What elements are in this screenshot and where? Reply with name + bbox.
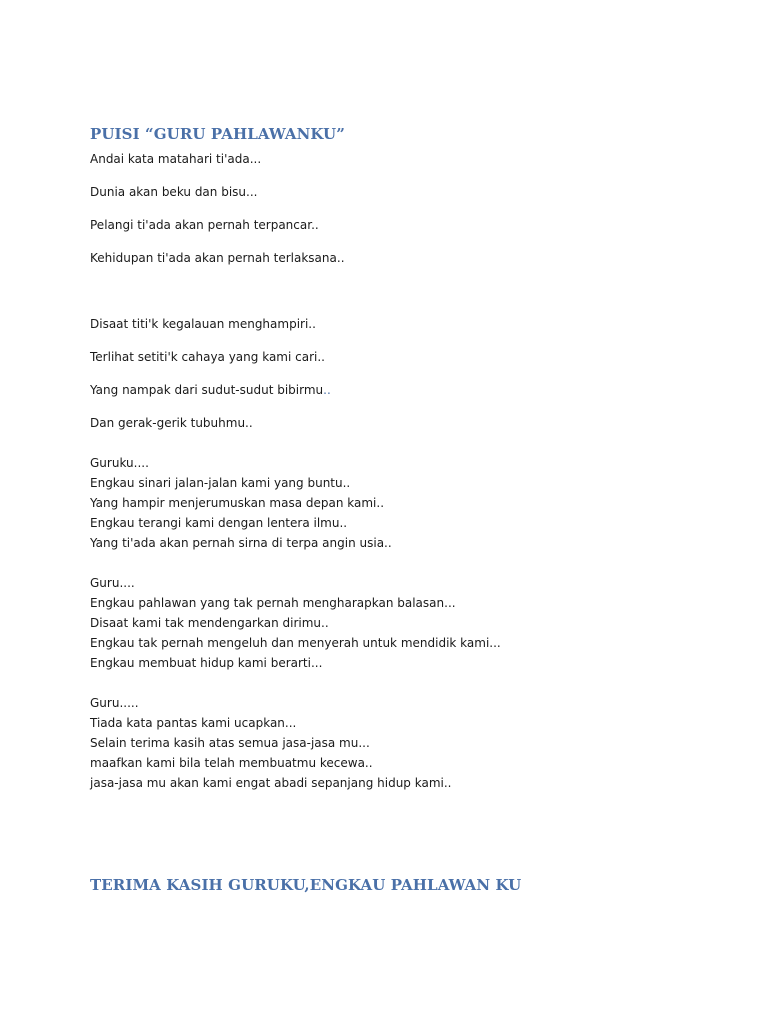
poem-title: PUISI “GURU PAHLAWANKU”: [90, 125, 345, 143]
poem-line: Disaat kami tak mendengarkan dirimu..: [90, 616, 329, 630]
poem-line: Guru....: [90, 576, 135, 590]
poem-line: Disaat titi'k kegalauan menghampiri..: [90, 317, 316, 331]
poem-line: Engkau tak pernah mengeluh dan menyerah untuk mendidik kami...: [90, 636, 501, 650]
poem-line: Yang ti'ada akan pernah sirna di terpa angin usia..: [90, 536, 392, 550]
poem-line: Dunia akan beku dan bisu...: [90, 185, 258, 199]
poem-line-text: Yang nampak dari sudut-sudut bibirmu: [90, 383, 324, 397]
poem-line: Terlihat setiti'k cahaya yang kami cari..: [90, 350, 325, 364]
poem-line: Engkau sinari jalan-jalan kami yang buntu..: [90, 476, 351, 490]
poem-line: Kehidupan ti'ada akan pernah terlaksana..: [90, 251, 345, 265]
poem-line: Guruku....: [90, 456, 149, 470]
poem-line: Dan gerak-gerik tubuhmu..: [90, 416, 253, 430]
poem-line: [90, 382, 331, 398]
poem-line: maafkan kami bila telah membuatmu kecewa..: [90, 756, 373, 770]
closing-heading: TERIMA KASIH GURUKU,ENGKAU PAHLAWAN KU: [90, 876, 522, 894]
poem-line: Pelangi ti'ada akan pernah terpancar..: [90, 218, 319, 232]
poem-line: Engkau membuat hidup kami berarti...: [90, 656, 323, 670]
poem-line: Yang hampir menjerumuskan masa depan kami..: [90, 496, 385, 510]
poem-line: Engkau terangi kami dengan lentera ilmu..: [90, 516, 348, 530]
poem-line: jasa-jasa mu akan kami engat abadi sepanjang hidup kami..: [90, 776, 452, 790]
poem-line: Tiada kata pantas kami ucapkan...: [90, 716, 297, 730]
poem-line: Selain terima kasih atas semua jasa-jasa mu...: [90, 736, 370, 750]
poem-line: Guru.....: [90, 696, 139, 710]
poem-line-accent: ..: [323, 383, 331, 397]
poem-line: Engkau pahlawan yang tak pernah mengharapkan balasan...: [90, 596, 456, 610]
poem-line: Andai kata matahari ti'ada...: [90, 152, 262, 166]
